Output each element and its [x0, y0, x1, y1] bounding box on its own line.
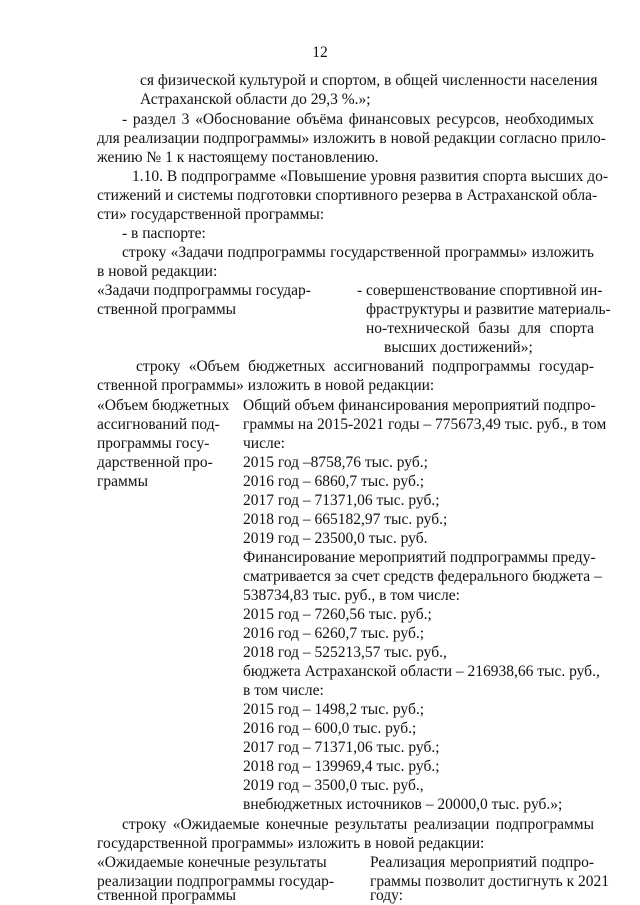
budget-right-line: 2019 год – 3500,0 тыс. руб.,: [243, 777, 424, 794]
budget-right-line: 2018 год – 665182,97 тыс. руб.;: [243, 511, 448, 528]
section3-line-2: для реализации подпрограммы» изложить в новой редакции согласно прило-: [97, 130, 606, 147]
section3-line-1: - раздел 3 «Обоснование объёма финансовых ресурсов, необходимых: [122, 111, 594, 128]
results-right-line: году:: [370, 887, 404, 904]
section3-line-3: жению № 1 к настоящему постановлению.: [97, 149, 379, 166]
budget-right-line: 2016 год – 6860,7 тыс. руб.;: [243, 473, 425, 490]
results-left-line: ственной программы: [97, 887, 237, 904]
tasks-right-line-1: - совершенствование спортивной ин-: [357, 282, 603, 299]
budget-right-line: граммы на 2015-2021 годы – 775673,49 тыс. руб., в том: [243, 416, 607, 433]
results-right-line: Реализация мероприятий подпро-: [370, 854, 594, 871]
budget-right-line: 2018 год – 525213,57 тыс. руб.,: [243, 644, 447, 661]
budget-right-line: 538734,83 тыс. руб., в том числе:: [243, 587, 460, 604]
tasks-right-line-4: высших достижений»;: [384, 339, 533, 356]
budget-right-line: 2016 год – 600,0 тыс. руб.;: [243, 720, 417, 737]
budget-right-line: 2018 год – 139969,4 тыс. руб.;: [243, 758, 440, 775]
intro-line-1: ся физической культурой и спортом, в общей численности населения: [140, 72, 598, 89]
passport-line: - в паспорте:: [122, 225, 206, 242]
budget-right-line: 2015 год –8758,76 тыс. руб.;: [243, 454, 428, 471]
budget-intro-line-1: строку «Объем бюджетных ассигнований подпрограммы государ-: [136, 358, 594, 375]
tasks-left-line-1: «Задачи подпрограммы государ-: [97, 282, 311, 299]
budget-right-line: 2015 год – 7260,56 тыс. руб.;: [243, 606, 432, 623]
results-intro-line-1: строку «Ожидаемые конечные результаты реализации подпрограммы: [122, 816, 594, 833]
page-number: 12: [312, 44, 328, 61]
budget-left-line: ассигнований под-: [97, 416, 220, 433]
tasks-intro-line-1: строку «Задачи подпрограммы государственной программы» изложить: [122, 244, 594, 261]
budget-left-line: «Объем бюджетных: [97, 397, 230, 414]
budget-intro-line-2: ственной программы» изложить в новой редакции:: [97, 377, 435, 394]
tasks-intro-line-2: в новой редакции:: [97, 263, 218, 280]
intro-line-2: Астраханской области до 29,3 %.»;: [140, 91, 371, 108]
tasks-right-line-3: но-технической базы для спорта: [366, 320, 594, 337]
budget-left-line: программы госу-: [97, 435, 210, 452]
budget-right-line: 2017 год – 71371,06 тыс. руб.;: [243, 739, 440, 756]
tasks-right-line-2: фраструктуры и развитие материаль-: [366, 301, 611, 318]
tasks-left-line-2: ственной программы: [97, 301, 237, 318]
budget-left-line: граммы: [97, 473, 149, 490]
budget-right-line: Финансирование мероприятий подпрограммы преду-: [243, 549, 596, 566]
budget-right-line: в том числе:: [243, 682, 324, 699]
budget-right-line: внебюджетных источников – 20000,0 тыс. руб.»;: [243, 796, 563, 813]
budget-left-line: дарственной про-: [97, 454, 213, 471]
results-left-line: «Ожидаемые конечные результаты: [97, 854, 327, 871]
results-right-line: граммы позволит достигнуть к 2021: [370, 873, 609, 890]
budget-right-line: бюджета Астраханской области – 216938,66 тыс. руб.,: [243, 663, 600, 680]
results-intro-line-2: государственной программы» изложить в новой редакции:: [97, 835, 485, 852]
results-left-line: реализации подпрограммы государ-: [97, 873, 335, 890]
budget-right-line: числе:: [243, 435, 285, 452]
item110-line-1: 1.10. В подпрограмме «Повышение уровня развития спорта высших до-: [132, 168, 609, 185]
budget-right-line: сматривается за счет средств федерального бюджета –: [243, 568, 602, 585]
budget-right-line: 2016 год – 6260,7 тыс. руб.;: [243, 625, 425, 642]
budget-right-line: 2019 год – 23500,0 тыс. руб.: [243, 530, 428, 547]
budget-right-line: Общий объем финансирования мероприятий подпро-: [243, 397, 596, 414]
item110-line-3: сти» государственной программы:: [97, 206, 325, 223]
budget-right-line: 2017 год – 71371,06 тыс. руб.;: [243, 492, 440, 509]
item110-line-2: стижений и системы подготовки спортивного резерва в Астраханской обла-: [97, 187, 598, 204]
budget-right-line: 2015 год – 1498,2 тыс. руб.;: [243, 701, 425, 718]
